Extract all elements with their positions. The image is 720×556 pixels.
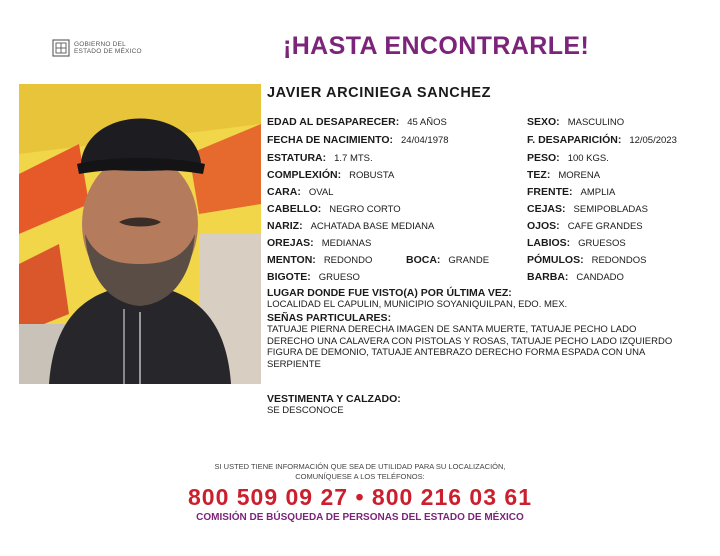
clothing-section [267,393,401,417]
person-name: JAVIER ARCINIEGA SANCHEZ [267,85,492,101]
field-value: CAFE GRANDES [567,221,643,232]
logo-line-2: ESTADO DE MÉXICO [74,48,142,55]
field-peso [527,152,609,164]
marks-label: SEÑAS PARTICULARES: [267,312,392,324]
field-value: 12/05/2023 [629,135,677,146]
field-pomulos [527,254,647,266]
field-menton [267,254,372,266]
field-label: PESO: [527,152,560,164]
missing-person-photo [19,84,261,384]
field-value: ACHATADA BASE MEDIANA [310,221,435,232]
field-barba [527,271,624,283]
field-label: LABIOS: [527,237,571,249]
field-cabello [267,203,401,215]
field-label: MENTON: [267,254,316,266]
field-label: PÓMULOS: [527,254,584,266]
field-value: MORENA [558,170,601,181]
field-value: 24/04/1978 [401,135,449,146]
clothing-label: VESTIMENTA Y CALZADO: [267,393,401,405]
field-value: REDONDOS [591,255,647,266]
agency-name: COMISIÓN DE BÚSQUEDA DE PERSONAS DEL ESTADO DE MÉXICO [196,512,524,523]
field-sexo [527,116,624,128]
marks-line: SERPIENTE [267,358,321,370]
field-value: GRUESOS [578,238,626,249]
field-fecha-nacimiento [267,134,449,146]
logo-line-1: GOBIERNO DEL [74,41,126,48]
field-boca [406,254,489,266]
field-nariz [267,220,434,232]
info-line-1: SI USTED TIENE INFORMACIÓN QUE SEA DE UTILIDAD PARA SU LOCALIZACIÓN, [214,462,506,471]
contact-info [0,462,720,482]
marks-line: TATUAJE PIERNA DERECHA IMAGEN DE SANTA MUERTE, TATUAJE PECHO LADO [267,324,637,335]
field-label: FRENTE: [527,186,573,198]
field-label: CABELLO: [267,203,322,215]
last-seen-section [267,287,567,311]
distinguishing-marks-section [267,312,672,370]
field-edad [267,116,447,128]
field-label: BIGOTE: [267,271,311,283]
field-value: AMPLIA [580,187,616,198]
field-value: 1.7 MTS. [334,153,373,164]
field-label: CARA: [267,186,301,198]
field-label: CEJAS: [527,203,566,215]
field-label: NARIZ: [267,220,303,232]
clothing-value: SE DESCONOCE [267,405,344,416]
field-tez [527,169,600,181]
field-label: F. DESAPARICIÓN: [527,134,622,146]
field-label: COMPLEXIÓN: [267,169,342,181]
field-orejas [267,237,371,249]
government-logo [52,38,142,58]
field-cejas [527,203,648,215]
field-value: CANDADO [576,272,624,283]
field-value: GRANDE [448,255,490,266]
field-label: OREJAS: [267,237,314,249]
field-cara [267,186,333,198]
field-label: BOCA: [406,254,441,266]
field-bigote [267,271,360,283]
field-value: SEMIPOBLADAS [573,204,648,215]
field-estatura [267,152,373,164]
field-value: OVAL [308,187,334,198]
last-seen-value: LOCALIDAD EL CAPULIN, MUNICIPIO SOYANIQUILPAN, EDO. MEX. [267,299,568,310]
info-line-2: COMUNÍQUESE A LOS TELÉFONOS: [295,472,425,481]
field-label: FECHA DE NACIMIENTO: [267,134,393,146]
field-value: REDONDO [323,255,373,266]
field-ojos [527,220,643,232]
field-label: SEXO: [527,116,560,128]
marks-line: FIGURA DE DEMONIO, TATUAJE ANTEBRAZO DERECHO FORMA ESPADA CON UNA [267,347,646,358]
field-value: ROBUSTA [349,170,395,181]
state-seal-icon [52,38,70,58]
last-seen-label: LUGAR DONDE FUE VISTO(A) POR ÚLTIMA VEZ: [267,287,512,299]
field-value: MASCULINO [567,117,625,128]
field-label: OJOS: [527,220,560,232]
phone-numbers: 800 509 09 27 • 800 216 03 61 [187,484,532,510]
field-value: 100 KGS. [567,153,609,164]
headline: ¡HASTA ENCONTRARLE! [283,32,590,60]
field-label: EDAD AL DESAPARECER: [267,116,400,128]
field-frente [527,186,615,198]
field-label: TEZ: [527,169,551,181]
marks-line: DERECHO UNA CALAVERA CON PISTOLAS Y ROSAS, TATUAJE PECHO LADO IZQUIERDO [267,335,673,347]
field-value: MEDIANAS [321,238,372,249]
field-value: GRUESO [318,272,360,283]
field-value: NEGRO CORTO [329,204,401,215]
field-label: BARBA: [527,271,569,283]
field-value: 45 AÑOS [407,117,447,128]
field-fecha-desaparicion [527,134,677,146]
field-labios [527,237,626,249]
field-complexion [267,169,394,181]
field-label: ESTATURA: [267,152,327,164]
